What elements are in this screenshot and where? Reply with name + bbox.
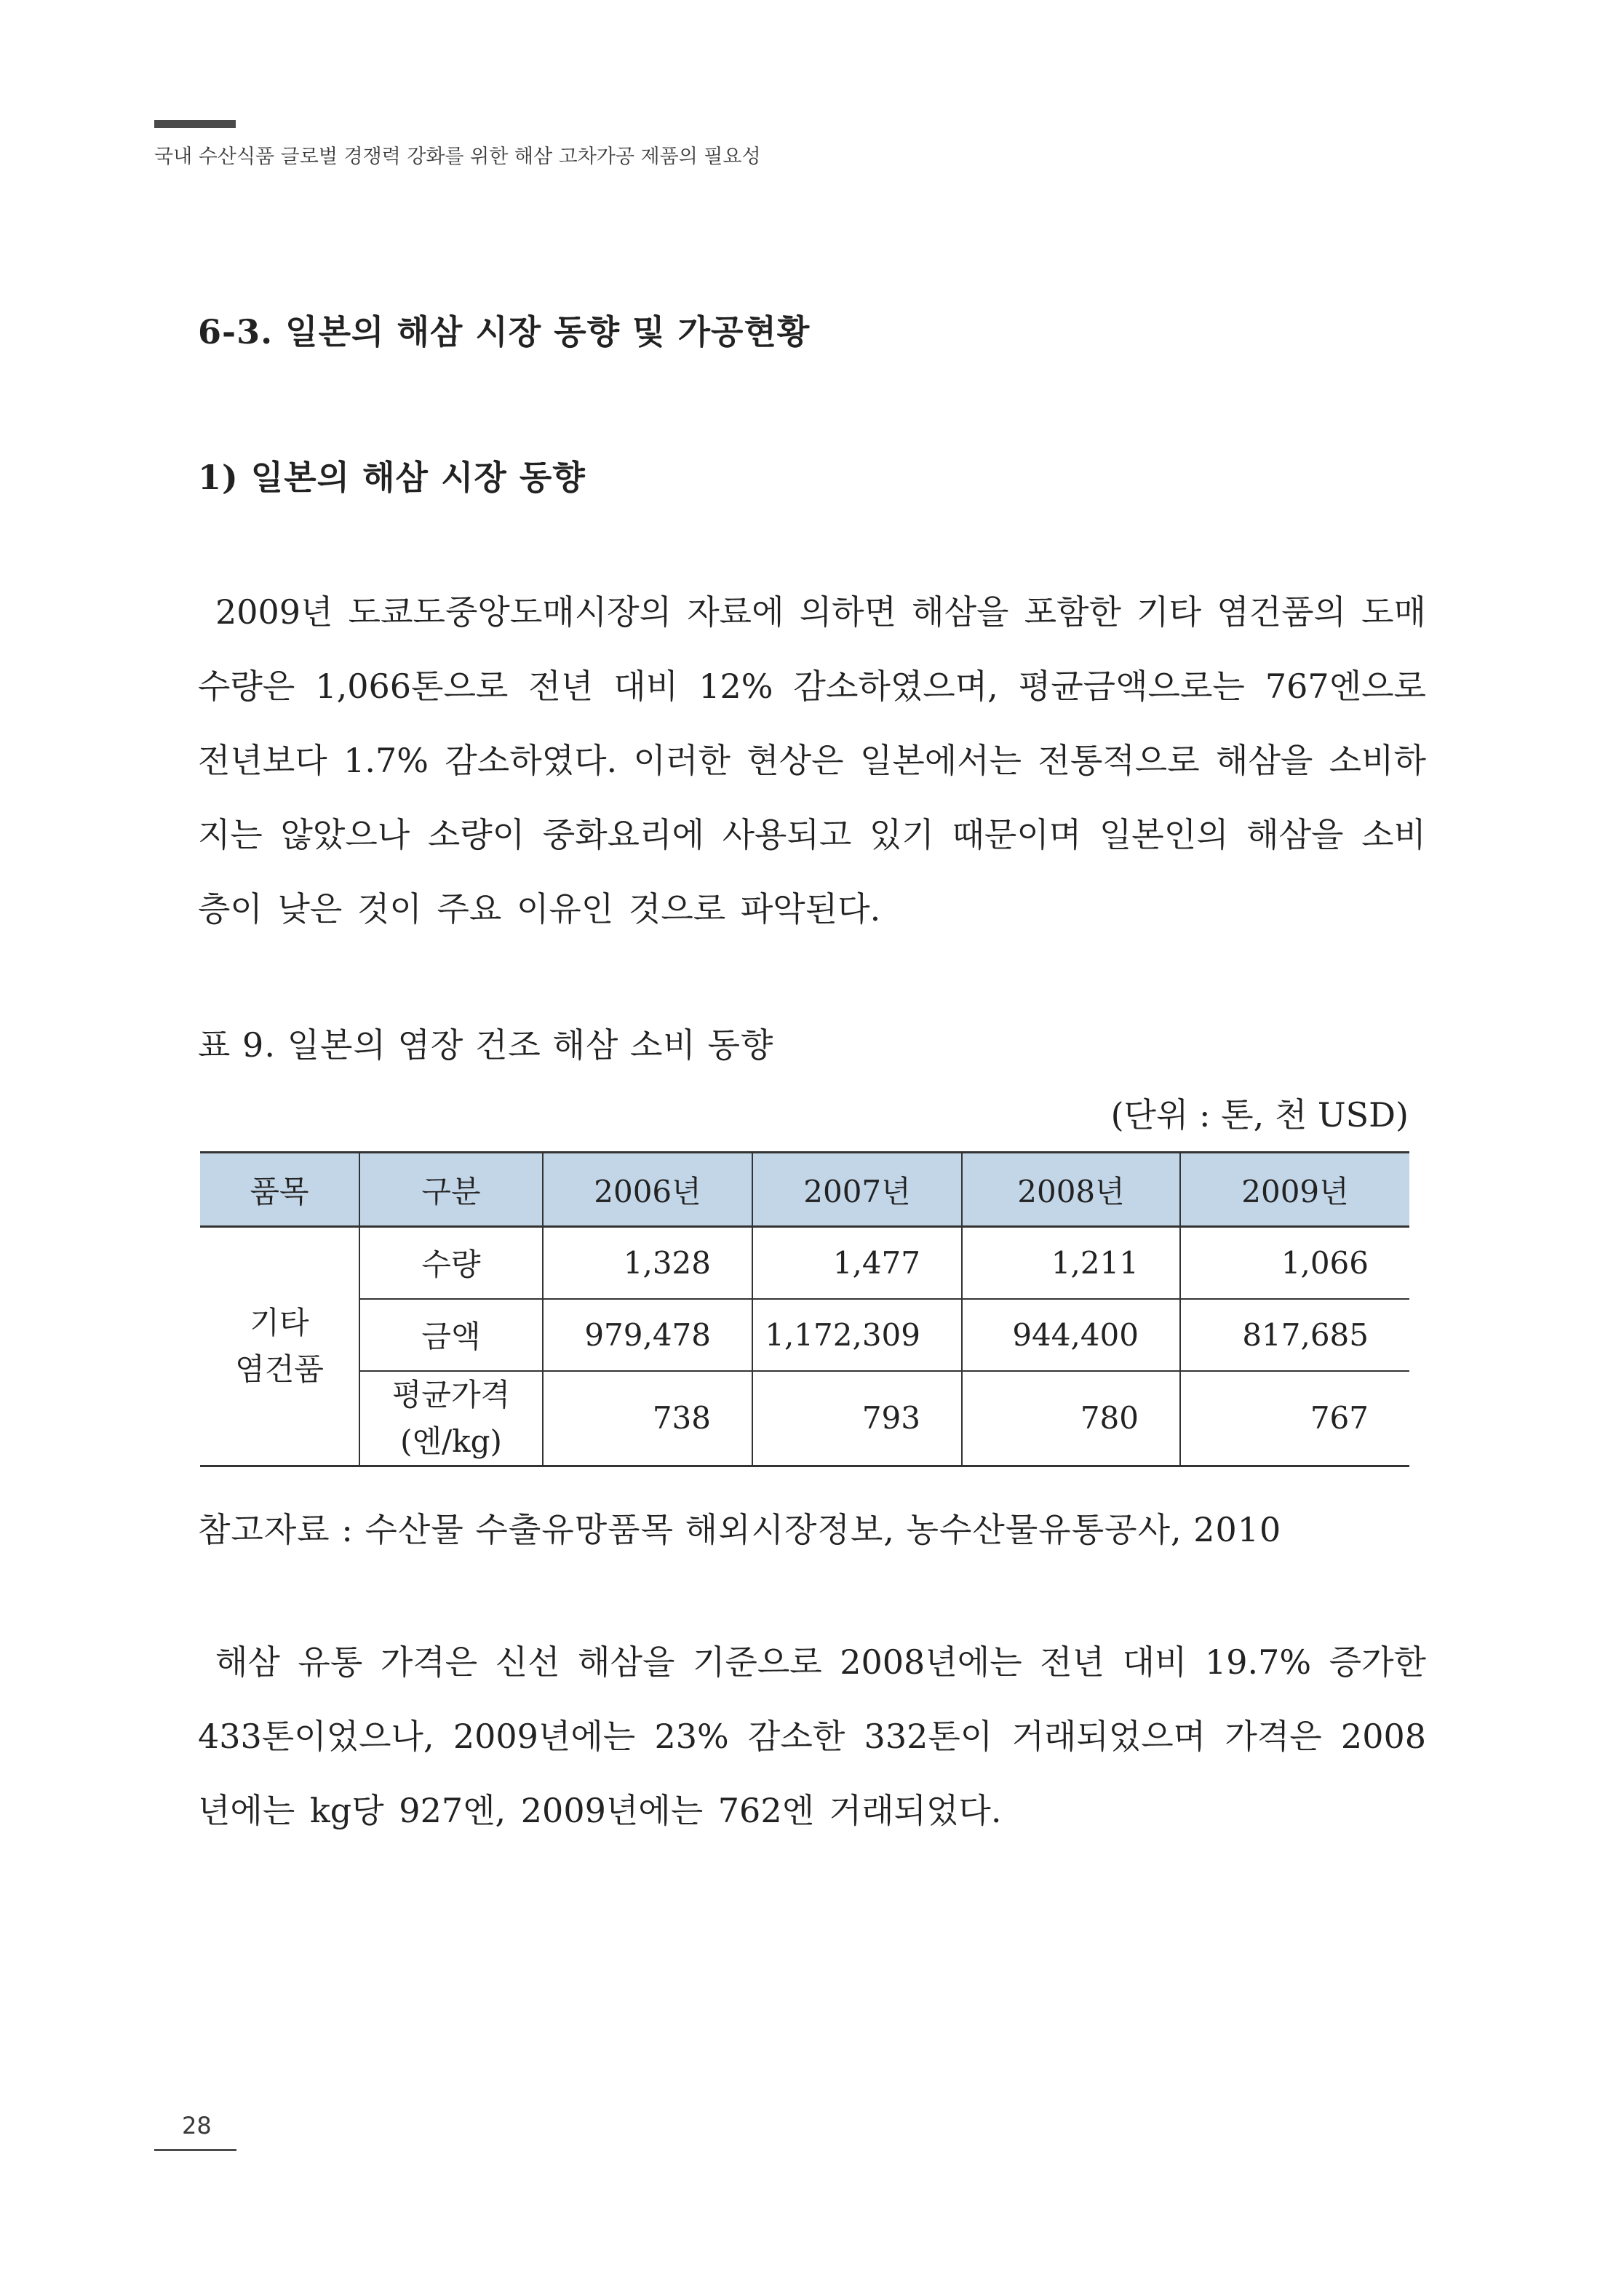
- value-cell: 793: [752, 1371, 962, 1466]
- table-source: 참고자료 : 수산물 수출유망품목 해외시장정보, 농수산물유통공사, 2010: [198, 1510, 1282, 1549]
- value-cell: 979,478: [543, 1299, 752, 1371]
- value-cell: 1,328: [543, 1227, 752, 1299]
- table-row: [200, 1371, 1409, 1466]
- header-year-2007: 2007년: [752, 1153, 962, 1227]
- metric-cell: 수량: [359, 1227, 543, 1299]
- header-year-2006: 2006년: [543, 1153, 752, 1227]
- item-line-1: 기타: [250, 1304, 309, 1340]
- table-row: [200, 1299, 1409, 1371]
- value-cell: 780: [962, 1371, 1180, 1466]
- value-cell: 1,477: [752, 1227, 962, 1299]
- body-paragraph-2: [198, 1625, 1426, 1848]
- value-cell: 738: [543, 1371, 752, 1466]
- section-title: 6-3. 일본의 해삼 시장 동향 및 가공현황: [198, 312, 811, 351]
- subsection-title: 1) 일본의 해삼 시장 동향: [198, 458, 586, 497]
- body-paragraph-1-text: 2009년 도쿄도중앙도매시장의 자료에 의하면 해삼을 포함한 기타 염건품의 도매 수량은 1,066톤으로 전년 대비 12% 감소하였으며, 평균금액으로는 767엔으로 전년보다 1.7% 감소하였다. 이러한 현상은 일본에서는 전통적으로 해삼을 소비하지는 않았으나 소량이 중화요리에 사용되고 있기 때문이며 일본인의 해삼을 소비층이 낮은 것이 주요 이유인 것으로 파악된다.: [198, 592, 1426, 929]
- body-paragraph-1: [198, 575, 1426, 946]
- page-number: 28: [182, 2112, 212, 2139]
- item-line-2: 염건품: [235, 1351, 324, 1387]
- table-caption: 표 9. 일본의 염장 건조 해삼 소비 동향: [198, 1025, 774, 1065]
- body-paragraph-2-text: 해삼 유통 가격은 신선 해삼을 기준으로 2008년에는 전년 대비 19.7% 증가한 433톤이었으나, 2009년에는 23% 감소한 332톤이 거래되었으며 가격은 2008년에는 kg당 927엔, 2009년에는 762엔 거래되었다.: [198, 1642, 1426, 1830]
- metric-cell: [359, 1371, 543, 1466]
- consumption-table: [200, 1151, 1409, 1467]
- header-year-2009: 2009년: [1241, 1173, 1349, 1209]
- header-accent-bar: [154, 120, 236, 128]
- table-unit: (단위 : 톤, 천 USD): [1110, 1095, 1409, 1134]
- item-cell: [200, 1227, 359, 1466]
- value-cell: 1,172,309: [752, 1299, 962, 1371]
- value-cell: 1,211: [962, 1227, 1180, 1299]
- metric-cell: 금액: [359, 1299, 543, 1371]
- header-category: 구분: [359, 1153, 543, 1227]
- value-cell: 944,400: [962, 1299, 1180, 1371]
- header-item: 품목: [200, 1153, 359, 1227]
- header-year-2008: 2008년: [962, 1153, 1180, 1227]
- table-header-row: [200, 1153, 1409, 1227]
- footer-rule: [154, 2149, 236, 2151]
- value-cell: 817,685: [1242, 1316, 1369, 1353]
- value-cell: 1,066: [1281, 1244, 1369, 1281]
- metric-line-1: 평균가격: [391, 1376, 511, 1412]
- metric-line-2: (엔/kg): [400, 1423, 502, 1459]
- value-cell: 767: [1310, 1400, 1369, 1436]
- running-header: 국내 수산식품 글로벌 경쟁력 강화를 위한 해삼 고차가공 제품의 필요성: [154, 146, 761, 168]
- table-row: [200, 1227, 1409, 1299]
